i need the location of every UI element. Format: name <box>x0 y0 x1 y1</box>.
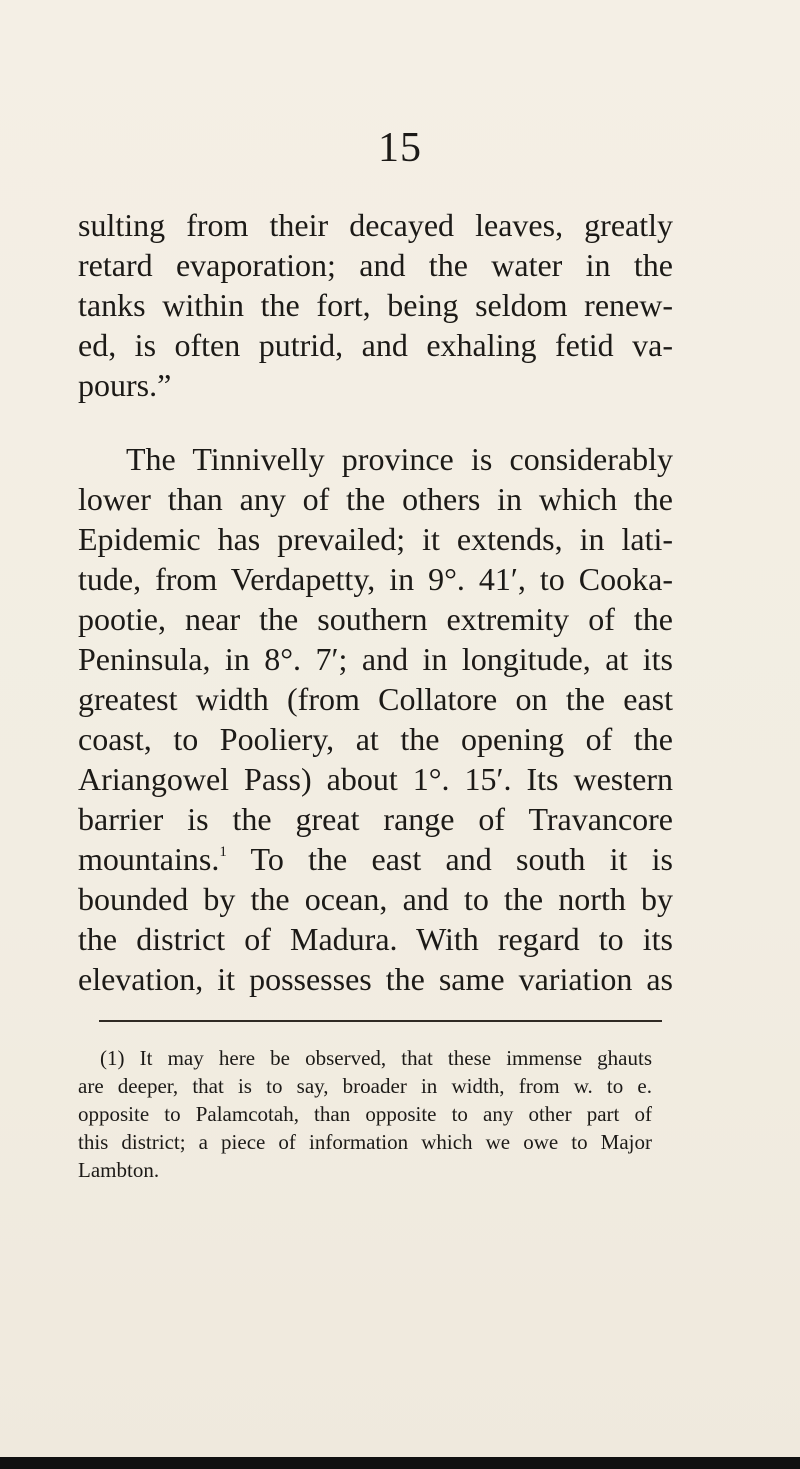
body-line-1: sulting from their decayed leaves, greatly <box>78 207 673 243</box>
body-line-17: bounded by the ocean, and to the north by <box>78 881 673 917</box>
body-line-16 <box>78 839 673 879</box>
footnote-divider <box>99 1020 662 1022</box>
footnote-line-4: this district; a piece of information which we owe to Major <box>78 1130 652 1154</box>
body-line-10: pootie, near the southern extremity of the <box>78 601 673 637</box>
body-line-6: The Tinnivelly province is considerably <box>126 441 673 477</box>
body-line-18: the district of Madura. With regard to its <box>78 921 673 957</box>
page-number: 15 <box>378 125 422 171</box>
body-line-13: coast, to Pooliery, at the opening of the <box>78 721 673 757</box>
footnote-line-1: (1) It may here be observed, that these immense ghauts <box>100 1046 652 1070</box>
body-line-19: elevation, it possesses the same variation as <box>78 961 673 997</box>
body-line-4: ed, is often putrid, and exhaling fetid va- <box>78 327 673 363</box>
body-line-2: retard evaporation; and the water in the <box>78 247 673 283</box>
body-line-5: pours.” <box>78 367 172 403</box>
body-line-11: Peninsula, in 8°. 7′; and in longitude, at its <box>78 641 673 677</box>
footnote-line-3: opposite to Palamcotah, than opposite to any other part of <box>78 1102 652 1126</box>
body-line-7: lower than any of the others in which the <box>78 481 673 517</box>
body-line-3: tanks within the fort, being seldom renew- <box>78 287 673 323</box>
body-line-16-start: mountains. <box>78 841 220 877</box>
body-line-9: tude, from Verdapetty, in 9°. 41′, to Cooka- <box>78 561 673 597</box>
body-line-8: Epidemic has prevailed; it extends, in lati- <box>78 521 673 557</box>
body-line-14: Ariangowel Pass) about 1°. 15′. Its western <box>78 761 673 797</box>
page-bottom-edge <box>0 1457 800 1469</box>
footnote-line-5: Lambton. <box>78 1158 160 1182</box>
footnote-line-2: are deeper, that is to say, broader in width, from w. to e. <box>78 1074 652 1098</box>
body-line-15: barrier is the great range of Travancore <box>78 801 673 837</box>
body-line-12: greatest width (from Collatore on the east <box>78 681 673 717</box>
footnote-reference: 1 <box>219 844 227 860</box>
body-line-16-end: To the east and south it is <box>250 841 674 877</box>
